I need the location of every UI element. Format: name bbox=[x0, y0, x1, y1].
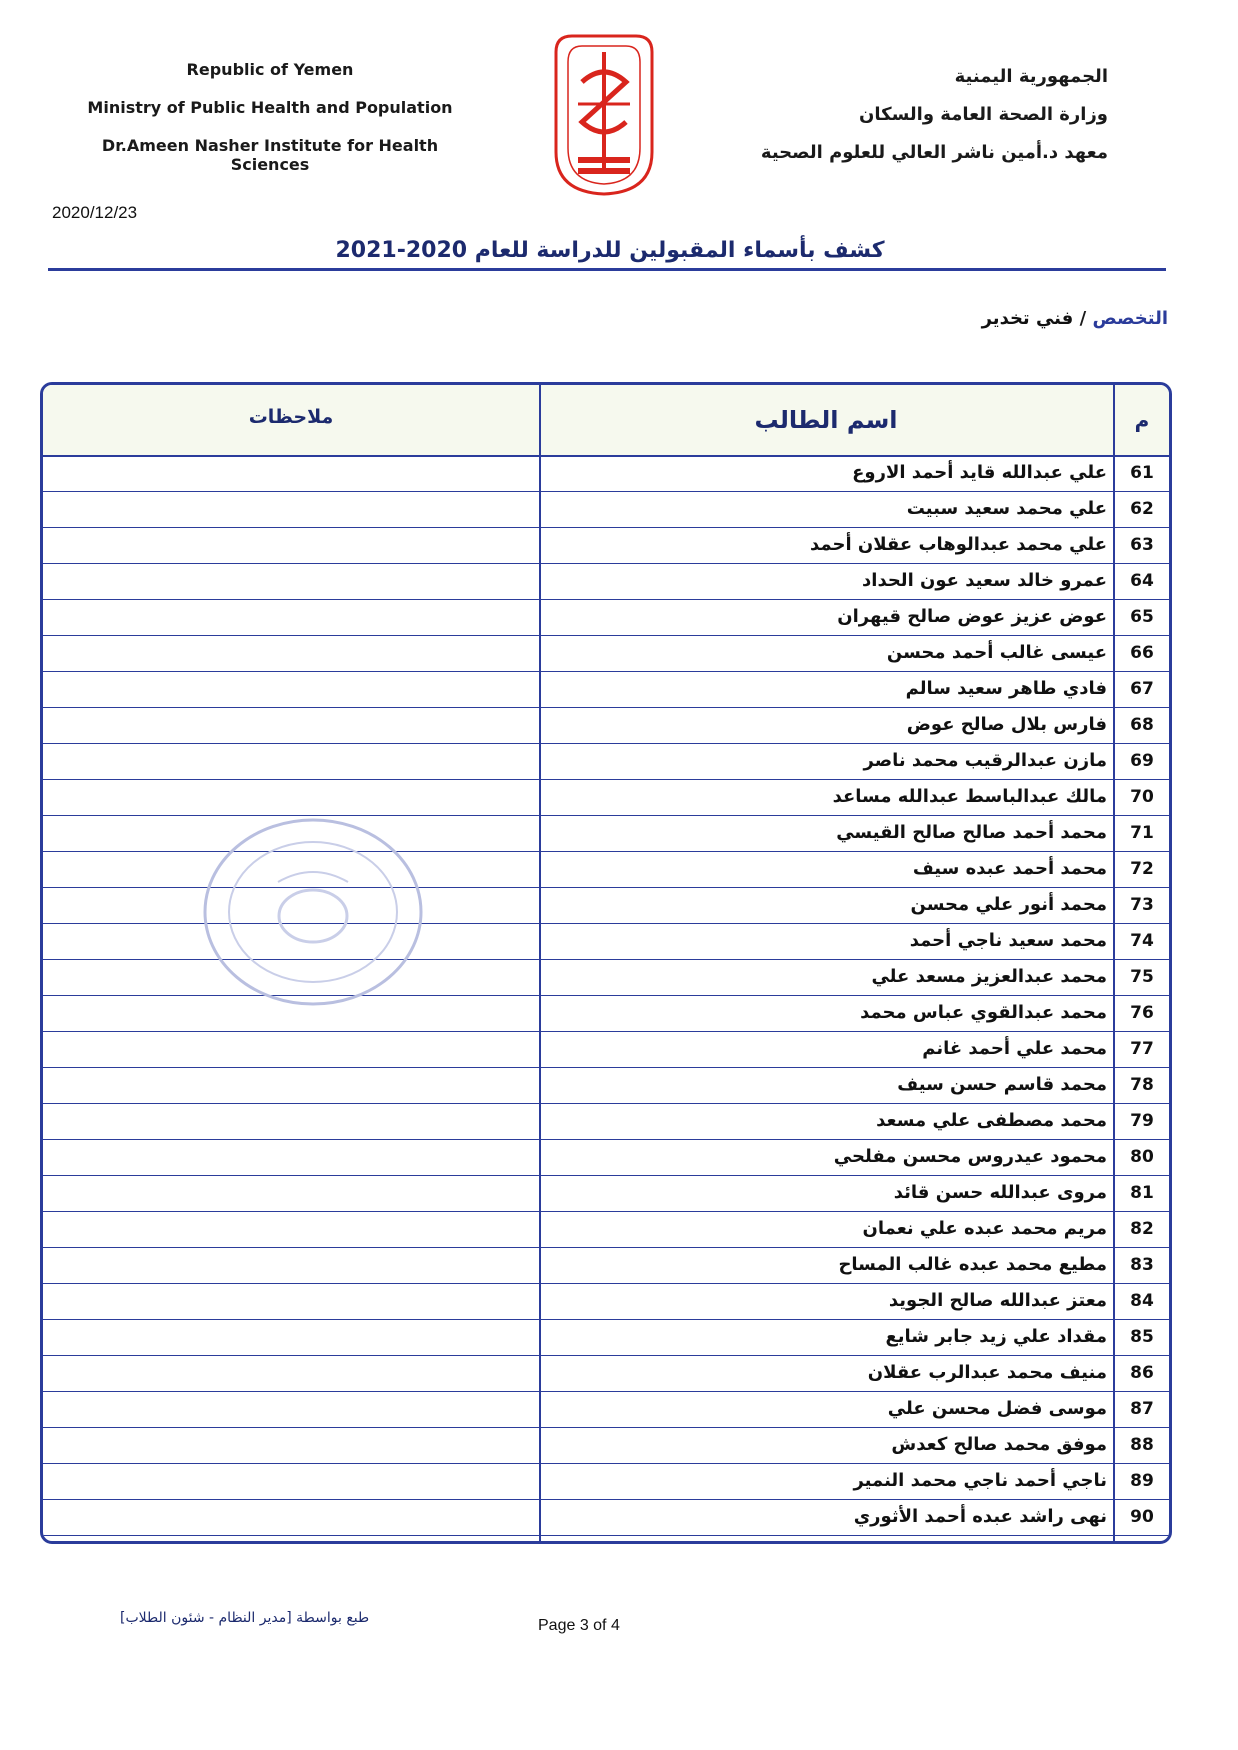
notes-cell bbox=[43, 671, 539, 707]
row-number: 61 bbox=[1130, 463, 1154, 483]
student-name: مالك عبدالباسط عبدالله مساعد bbox=[832, 786, 1107, 807]
notes-cell bbox=[43, 1031, 539, 1067]
student-name: علي عبدالله قايد أحمد الاروع bbox=[852, 462, 1107, 483]
table-row bbox=[43, 1211, 1169, 1248]
student-name: محمد علي أحمد غانم bbox=[922, 1038, 1107, 1059]
notes-cell bbox=[43, 1355, 539, 1391]
header-en-line-2: Ministry of Public Health and Population bbox=[87, 98, 453, 117]
header-name: اسم الطالب bbox=[754, 406, 898, 434]
student-name: مازن عبدالرقيب محمد ناصر bbox=[863, 750, 1107, 771]
notes-cell bbox=[43, 1175, 539, 1211]
row-number: 89 bbox=[1130, 1471, 1154, 1491]
notes-cell bbox=[43, 455, 539, 491]
institute-logo bbox=[548, 32, 660, 198]
header-ar-line-1: الجمهورية اليمنية bbox=[954, 66, 1108, 87]
header-ar-line-3: معهد د.أمين ناشر العالي للعلوم الصحية bbox=[760, 142, 1108, 163]
row-number: 78 bbox=[1130, 1075, 1154, 1095]
notes-cell bbox=[43, 1499, 539, 1535]
table-row bbox=[43, 1247, 1169, 1284]
student-name: عيسى غالب أحمد محسن bbox=[886, 642, 1107, 663]
student-name: معتز عبدالله صالح الجويد bbox=[888, 1290, 1107, 1311]
notes-cell bbox=[43, 1139, 539, 1175]
notes-cell bbox=[43, 563, 539, 599]
notes-cell bbox=[43, 1319, 539, 1355]
printed-by: طبع بواسطة [مدير النظام - شئون الطلاب] bbox=[120, 1610, 370, 1626]
table-row bbox=[43, 671, 1169, 708]
table-row bbox=[43, 707, 1169, 744]
student-name: ناجي أحمد ناجي محمد النمير bbox=[853, 1470, 1107, 1491]
table-row bbox=[43, 1067, 1169, 1104]
notes-cell bbox=[43, 635, 539, 671]
student-name: محمود عيدروس محسن مفلحي bbox=[833, 1146, 1107, 1167]
header-num: م bbox=[1134, 408, 1150, 432]
table-row bbox=[43, 527, 1169, 564]
table-row bbox=[43, 1319, 1169, 1356]
student-name: مروى عبدالله حسن قائد bbox=[893, 1182, 1107, 1203]
row-number: 81 bbox=[1130, 1183, 1154, 1203]
notes-cell bbox=[43, 1427, 539, 1463]
student-name: موفق محمد صالح كعدش bbox=[891, 1434, 1107, 1455]
student-name: محمد أحمد عبده سيف bbox=[912, 858, 1107, 879]
row-number: 62 bbox=[1130, 499, 1154, 519]
title-divider bbox=[48, 268, 1166, 271]
student-name: محمد أحمد صالح صالح القيسي bbox=[836, 822, 1107, 843]
student-name: منيف محمد عبدالرب عقلان bbox=[867, 1362, 1107, 1383]
document-title: كشف بأسماء المقبولين للدراسة للعام 2020-2021 bbox=[335, 238, 885, 263]
specialization-separator: / bbox=[1079, 308, 1087, 329]
row-number: 88 bbox=[1130, 1435, 1154, 1455]
notes-cell bbox=[43, 527, 539, 563]
student-name: محمد عبدالعزيز مسعد علي bbox=[871, 966, 1107, 987]
row-number: 76 bbox=[1130, 1003, 1154, 1023]
page-number: Page 3 of 4 bbox=[538, 1617, 620, 1634]
student-name: مقداد علي زيد جابر شايع bbox=[885, 1326, 1107, 1347]
student-name: محمد أنور علي محسن bbox=[910, 894, 1107, 915]
table-row bbox=[43, 455, 1169, 492]
table-row bbox=[43, 1499, 1169, 1536]
row-number: 79 bbox=[1130, 1111, 1154, 1131]
row-number: 65 bbox=[1130, 607, 1154, 627]
student-name: مطيع محمد عبده غالب المساح bbox=[838, 1254, 1107, 1275]
row-number: 72 bbox=[1130, 859, 1154, 879]
specialization-value: فني تخدير bbox=[981, 308, 1074, 329]
table-row bbox=[43, 563, 1169, 600]
student-name: فارس بلال صالح عوض bbox=[906, 714, 1107, 735]
row-number: 63 bbox=[1130, 535, 1154, 555]
header-notes: ملاحظات bbox=[248, 406, 334, 428]
table-row bbox=[43, 1427, 1169, 1464]
column-divider-notes bbox=[539, 385, 541, 1541]
notes-cell bbox=[43, 779, 539, 815]
student-name: مريم محمد عبده علي نعمان bbox=[862, 1218, 1107, 1239]
student-name: موسى فضل محسن علي bbox=[887, 1398, 1107, 1419]
row-number: 68 bbox=[1130, 715, 1154, 735]
row-number: 66 bbox=[1130, 643, 1154, 663]
student-name: علي محمد عبدالوهاب عقلان أحمد bbox=[810, 534, 1107, 555]
table-row bbox=[43, 1355, 1169, 1392]
student-name: محمد عبدالقوي عباس محمد bbox=[860, 1002, 1107, 1023]
row-number: 82 bbox=[1130, 1219, 1154, 1239]
table-row bbox=[43, 1391, 1169, 1428]
row-number: 83 bbox=[1130, 1255, 1154, 1275]
document-date: 2020/12/23 bbox=[52, 203, 138, 222]
table-row bbox=[43, 1463, 1169, 1500]
official-stamp bbox=[198, 812, 428, 1012]
row-number: 85 bbox=[1130, 1327, 1154, 1347]
row-number: 69 bbox=[1130, 751, 1154, 771]
row-number: 73 bbox=[1130, 895, 1154, 915]
table-row bbox=[43, 743, 1169, 780]
student-name: نهى راشد عبده أحمد الأثوري bbox=[853, 1506, 1107, 1527]
table-row bbox=[43, 1139, 1169, 1176]
row-number: 87 bbox=[1130, 1399, 1154, 1419]
row-number: 64 bbox=[1130, 571, 1154, 591]
table-row bbox=[43, 1175, 1169, 1212]
row-number: 74 bbox=[1130, 931, 1154, 951]
specialization-label: التخصص bbox=[1092, 308, 1168, 329]
notes-cell bbox=[43, 1247, 539, 1283]
row-number: 71 bbox=[1130, 823, 1154, 843]
table-row bbox=[43, 599, 1169, 636]
header-en-line-1: Republic of Yemen bbox=[186, 60, 354, 79]
notes-cell bbox=[43, 1103, 539, 1139]
row-number: 67 bbox=[1130, 679, 1154, 699]
table-row bbox=[43, 1103, 1169, 1140]
notes-cell bbox=[43, 1463, 539, 1499]
table-row bbox=[43, 779, 1169, 816]
header-ar-line-2: وزارة الصحة العامة والسكان bbox=[859, 104, 1108, 125]
notes-cell bbox=[43, 1067, 539, 1103]
student-name: علي محمد سعيد سبيت bbox=[906, 498, 1107, 519]
row-number: 80 bbox=[1130, 1147, 1154, 1167]
row-number: 86 bbox=[1130, 1363, 1154, 1383]
notes-cell bbox=[43, 743, 539, 779]
table-row bbox=[43, 635, 1169, 672]
row-number: 84 bbox=[1130, 1291, 1154, 1311]
student-name: محمد قاسم حسن سيف bbox=[897, 1074, 1107, 1095]
notes-cell bbox=[43, 707, 539, 743]
header-en-line-3: Dr.Ameen Nasher Institute for Health Sciences bbox=[101, 136, 439, 174]
student-name: فادي طاهر سعيد سالم bbox=[905, 678, 1107, 699]
row-number: 77 bbox=[1130, 1039, 1154, 1059]
specialization bbox=[982, 308, 1168, 329]
table-row bbox=[43, 491, 1169, 528]
table-header bbox=[43, 385, 1169, 457]
notes-cell bbox=[43, 1283, 539, 1319]
notes-cell bbox=[43, 1211, 539, 1247]
student-name: عوض عزيز عوض صالح قيهران bbox=[837, 606, 1107, 627]
student-name: محمد مصطفى علي مسعد bbox=[876, 1110, 1107, 1131]
row-number: 75 bbox=[1130, 967, 1154, 987]
student-name: عمرو خالد سعيد عون الحداد bbox=[862, 570, 1107, 591]
column-divider-num bbox=[1113, 385, 1115, 1541]
notes-cell bbox=[43, 599, 539, 635]
notes-cell bbox=[43, 1391, 539, 1427]
row-number: 90 bbox=[1130, 1507, 1154, 1527]
row-number: 70 bbox=[1130, 787, 1154, 807]
student-name: محمد سعيد ناجي أحمد bbox=[909, 930, 1107, 951]
table-row bbox=[43, 1031, 1169, 1068]
notes-cell bbox=[43, 491, 539, 527]
table-row bbox=[43, 1283, 1169, 1320]
